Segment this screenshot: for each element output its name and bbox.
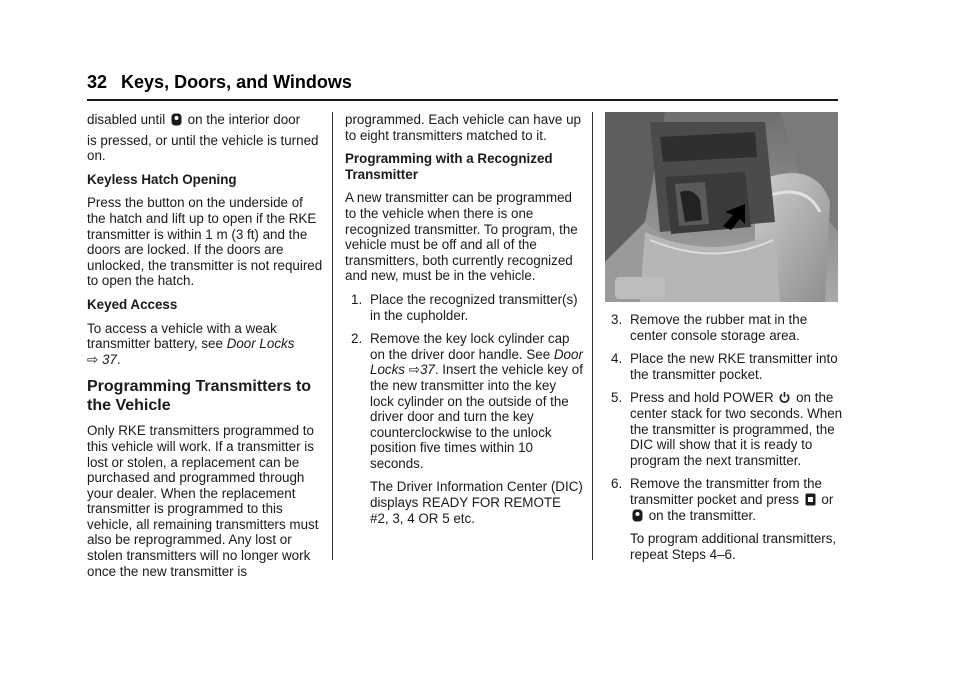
page-reference-icon: ⇨ (408, 362, 420, 378)
section-title: Keys, Doors, and Windows (121, 72, 352, 92)
step-list-1 (345, 292, 583, 526)
door-locks-link[interactable]: Door Locks (226, 336, 295, 352)
header-rule (87, 99, 838, 101)
heading-keyed-access: Keyed Access (87, 296, 178, 312)
power-icon (779, 391, 790, 404)
step-item: 6. Remove the transmitter from the transmitter pocket and press or on the transmitter. To program additional transmitters, repeat Steps 4–6. (605, 476, 843, 562)
unlock-icon (171, 113, 182, 126)
page-number: 32 (87, 72, 108, 92)
column-3 (605, 312, 843, 570)
step-item: 4. Place the new RKE transmitter into the transmitter pocket. (611, 351, 838, 382)
step-list-2 (605, 312, 843, 562)
heading-programming-transmitters: Programming Transmitters to the Vehicle (87, 378, 312, 415)
console-illustration (605, 112, 838, 302)
paragraph-disabled-rest: is pressed, or until the vehicle is turned on. (87, 132, 319, 164)
paragraph-new-transmitter: A new transmitter can be programmed to the vehicle when there is one recognized transmitter. To program, the vehicle must be off and all of the transmitters, both currently recognized and new, must be in the vehicle. (345, 190, 578, 284)
paragraph-keyed-access: To access a vehicle with a weak transmitter battery, see Door Locks ⇨ 37. (87, 320, 295, 367)
page-header (87, 72, 838, 93)
paragraph-disabled: disabled until on the interior door (87, 112, 301, 127)
paragraph-programmed: programmed. Each vehicle can have up to eight transmitters matched to it. (345, 112, 581, 143)
lock-icon (805, 493, 816, 506)
console-photo (605, 112, 838, 302)
step-item: 2. Remove the key lock cylinder cap on the driver door handle. See Door Locks ⇨37. Insert the vehicle key of the new transmitter into the key lock cylinder on the outside of the driver door and turn the key counterclockwise to the unlock position five times within 10 seconds. The Driver Information Center (DIC) displays READY FOR REMOTE #2, 3, 4 OR 5 etc. (351, 331, 583, 526)
step-item: 5. Press and hold POWER on the center stack for two seconds. When the transmitter is programmed, the DIC will show that it is ready to program the next transmitter. (611, 390, 843, 468)
column-divider-2 (592, 112, 593, 560)
step-note: To program additional transmitters, repeat Steps 4–6. (630, 531, 837, 562)
step-item: 1. Place the recognized transmitter(s) in the cupholder. (351, 291, 578, 323)
page-reference-icon: ⇨ (87, 351, 99, 367)
step-note: The Driver Information Center (DIC) displays READY FOR REMOTE #2, 3, 4 OR 5 etc. (370, 479, 583, 526)
column-2 (345, 112, 583, 534)
heading-keyless-hatch: Keyless Hatch Opening (87, 171, 237, 187)
page-ref-37[interactable]: 37 (419, 362, 435, 378)
paragraph-programming: Only RKE transmitters programmed to this vehicle will work. If a transmitter is lost or stolen, a replacement can be purchased and programmed through your dealer. When the replacement transmitter is programmed to this vehicle, all remaining transmitters must also be reprogrammed. Any lost or stolen transmitters will no longer work once the new transmitter is (87, 423, 319, 579)
column-divider-1 (332, 112, 333, 560)
unlock-icon (632, 509, 643, 522)
column-1 (87, 112, 323, 587)
door-locks-link[interactable]: Door Locks (370, 346, 583, 378)
page-ref-37[interactable]: 37 (101, 351, 117, 367)
paragraph-keyless-hatch: Press the button on the underside of the hatch and lift up to open if the RKE transmitter is within 1 m (3 ft) and the doors are locked. If the doors are unlocked, the transmitter is not required to open the hatch. (87, 195, 323, 289)
heading-recognized: Programming with a Recognized Transmitter (345, 151, 553, 182)
step-item: 3. Remove the rubber mat in the center console storage area. (611, 312, 808, 343)
